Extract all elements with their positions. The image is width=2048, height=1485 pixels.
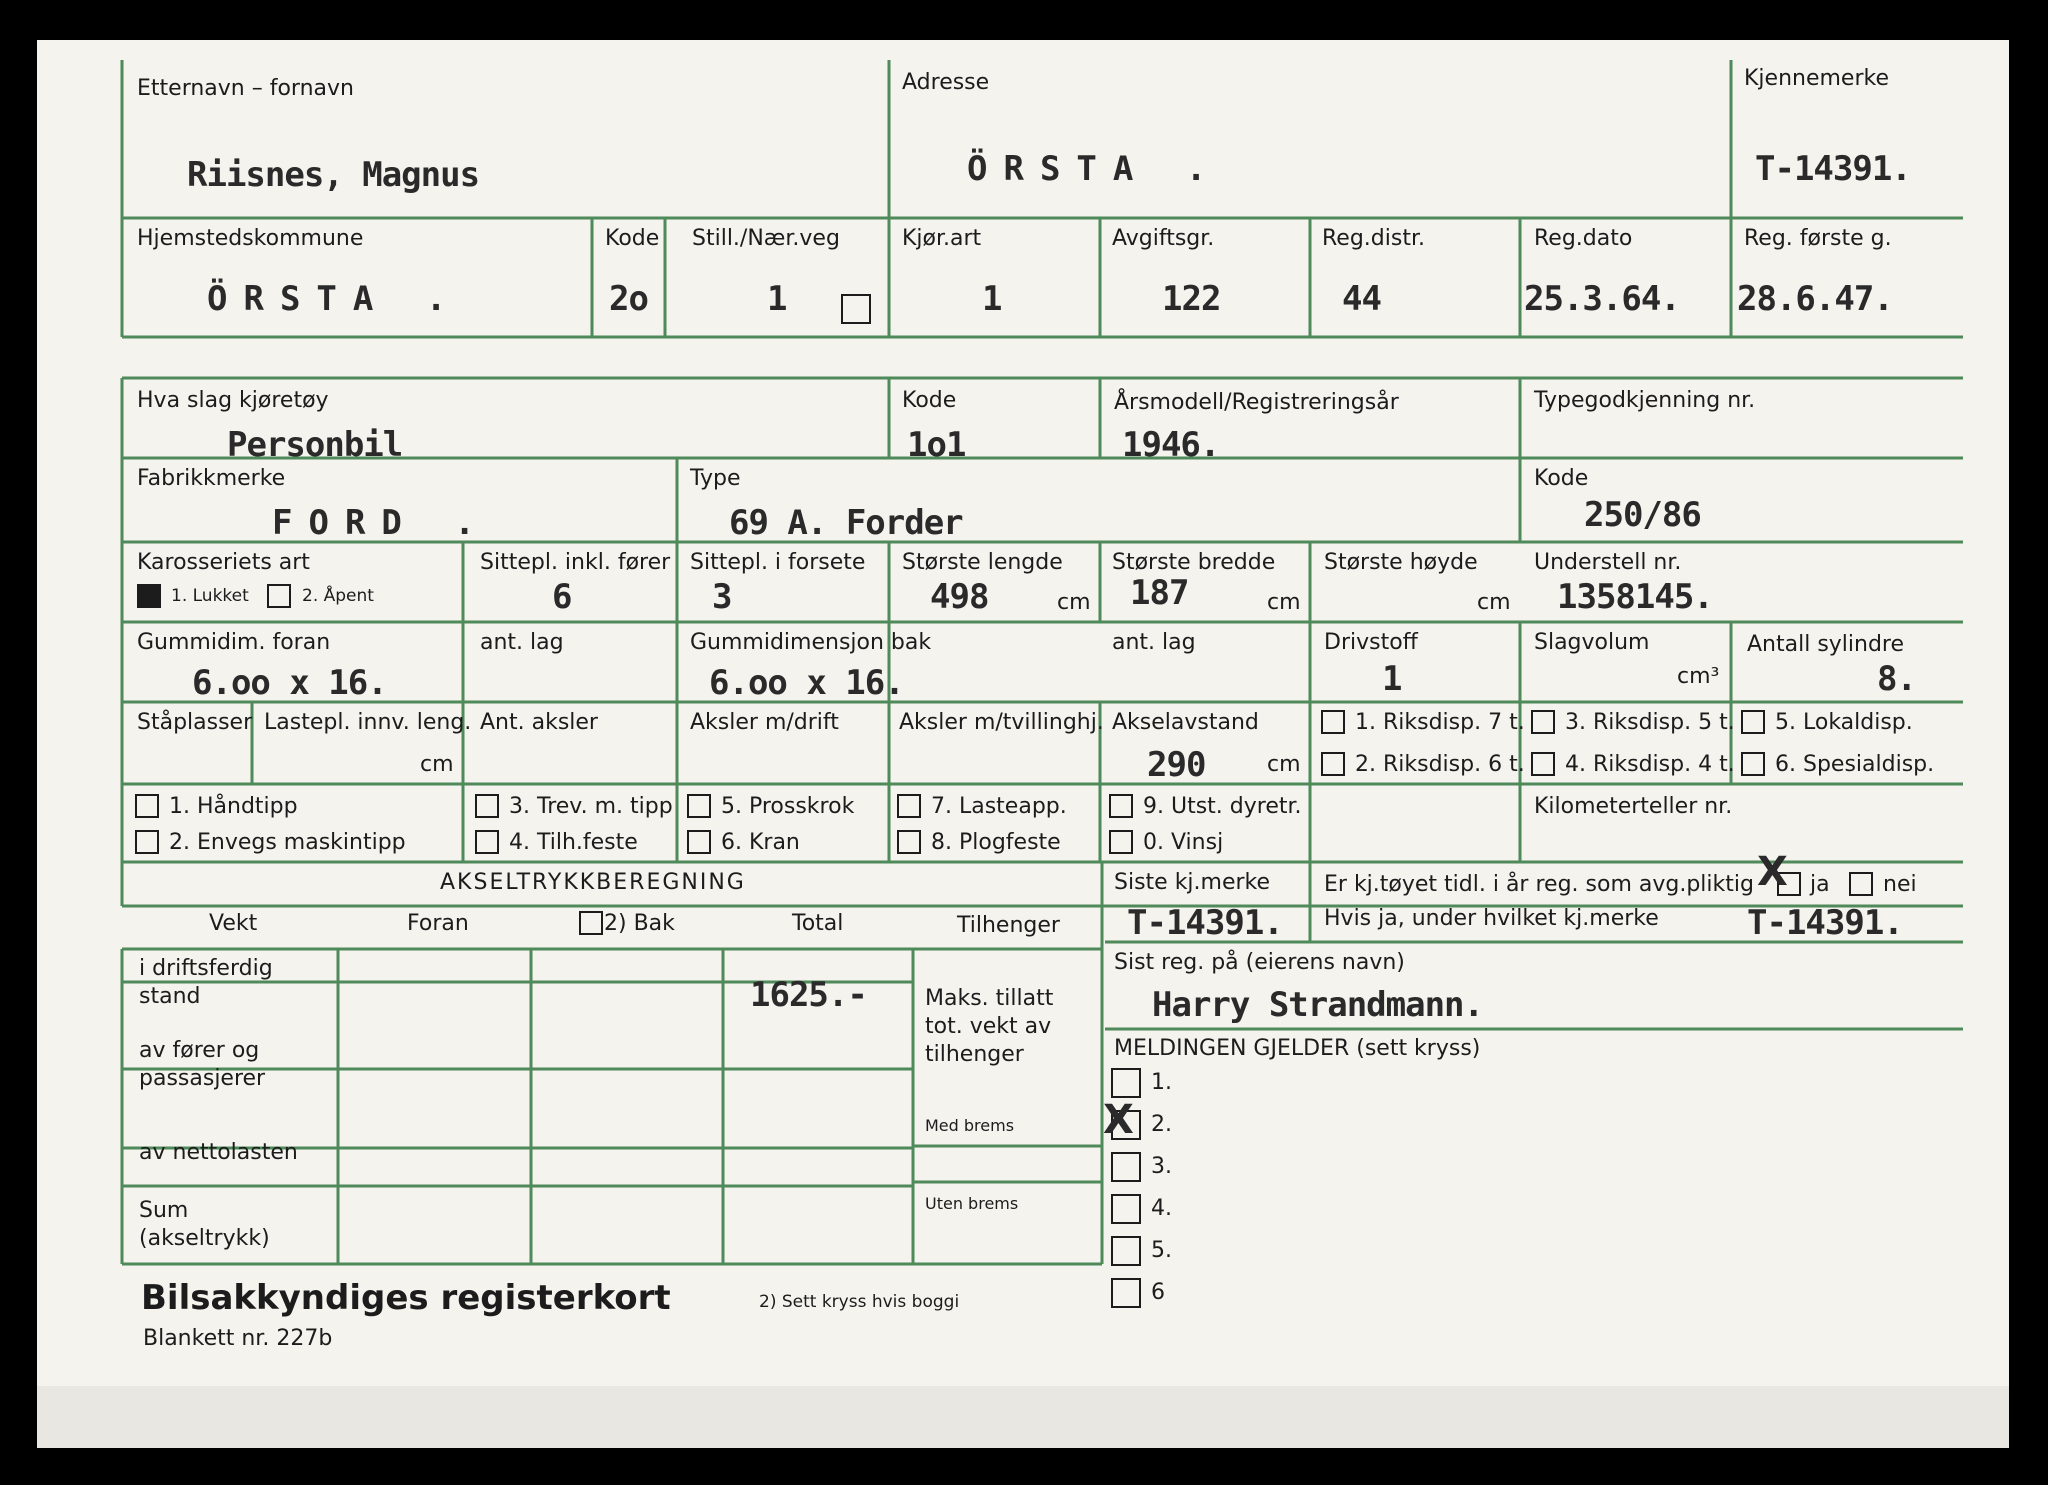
notice-5-checkbox[interactable] — [1111, 1236, 1141, 1266]
prev-reg-no-checkbox[interactable] — [1849, 872, 1873, 896]
equip-4-label: 4. Tilh.feste — [509, 830, 638, 855]
position-checkbox[interactable] — [841, 294, 871, 324]
axle-row4-a: Sum — [139, 1198, 189, 1223]
cargo-length-unit: cm — [420, 752, 454, 777]
owner-value: Harry Strandmann. — [1152, 985, 1483, 1025]
prev-reg-yes-label: ja — [1810, 872, 1830, 897]
riks-4-label: 4. Riksdisp. 4 t. — [1565, 752, 1735, 777]
reg-mark-label: Kjennemerke — [1744, 66, 1889, 91]
which-mark-label: Hvis ja, under hvilket kj.merke — [1324, 906, 1659, 931]
odometer-label: Kilometerteller nr. — [1534, 794, 1733, 819]
form-number: Blankett nr. 227b — [143, 1326, 333, 1351]
type-code-value: 250/86 — [1584, 495, 1701, 535]
notice-5-label: 5. — [1151, 1238, 1172, 1263]
body-closed-checkbox[interactable] — [137, 584, 161, 608]
trailer-label-b: tot. vekt av — [925, 1014, 1052, 1039]
equip-2-label: 2. Envegs maskintipp — [169, 830, 406, 855]
last-mark-value: T-14391. — [1127, 903, 1283, 943]
length-value: 498 — [930, 577, 989, 617]
name-label: Etternavn – fornavn — [137, 76, 354, 101]
notice-2-label: 2. — [1151, 1112, 1172, 1137]
cargo-length-label: Lastepl. innv. leng. — [264, 710, 472, 735]
type-approval-label: Typegodkjenning nr. — [1534, 388, 1756, 413]
equip-0-checkbox[interactable] — [1109, 830, 1133, 854]
cylinders-value: 8. — [1877, 659, 1916, 699]
reg-district-label: Reg.distr. — [1322, 226, 1425, 251]
equip-9-checkbox[interactable] — [1109, 794, 1133, 818]
fee-group-value: 122 — [1162, 279, 1221, 319]
displacement-label: Slagvolum — [1534, 630, 1650, 655]
code-label: Kode — [605, 226, 660, 251]
first-reg-value: 28.6.47. — [1737, 279, 1893, 319]
prev-reg-no-label: nei — [1883, 872, 1917, 897]
body-open-checkbox[interactable] — [267, 584, 291, 608]
height-label: Største høyde — [1324, 550, 1478, 575]
axle-row2-a: av fører og — [139, 1038, 260, 1063]
form-rules — [37, 40, 2009, 1448]
tire-rear-label: Gummidimensjon bak — [690, 630, 932, 655]
chassis-value: 1358145. — [1557, 577, 1713, 617]
name-value: Riisnes, Magnus — [187, 155, 480, 195]
riks-6-label: 6. Spesialdisp. — [1775, 752, 1935, 777]
body-closed-label: 1. Lukket — [171, 586, 249, 606]
ply-rear-label: ant. lag — [1112, 630, 1196, 655]
chassis-label: Understell nr. — [1534, 550, 1682, 575]
code-value: 2o — [609, 279, 648, 319]
type-label: Type — [690, 466, 741, 491]
notice-4-label: 4. — [1151, 1196, 1172, 1221]
with-brakes-label: Med brems — [925, 1116, 1015, 1135]
type-code-label: Kode — [1534, 466, 1589, 491]
wheelbase-unit: cm — [1267, 752, 1301, 777]
model-year-label: Årsmodell/Registreringsår — [1114, 390, 1399, 415]
equip-6-checkbox[interactable] — [687, 830, 711, 854]
make-value: FORD . — [272, 503, 491, 543]
height-unit: cm — [1477, 590, 1511, 615]
reg-date-value: 25.3.64. — [1524, 279, 1680, 319]
municipality-label: Hjemstedskommune — [137, 226, 364, 251]
twin-axles-label: Aksler m/tvillinghj. — [899, 710, 1104, 735]
card-bottom-strip — [37, 1386, 2009, 1448]
riks-1-checkbox[interactable] — [1321, 710, 1345, 734]
ply-front-label: ant. lag — [480, 630, 564, 655]
riks-3-label: 3. Riksdisp. 5 t. — [1565, 710, 1735, 735]
address-label: Adresse — [902, 70, 990, 95]
axle-col-total: Total — [792, 911, 844, 936]
axle-col-front: Foran — [407, 911, 469, 936]
make-label: Fabrikkmerke — [137, 466, 286, 491]
axle-col-trailer: Tilhenger — [957, 913, 1060, 938]
axle-bogie-checkbox[interactable] — [579, 911, 603, 935]
equip-2-checkbox[interactable] — [135, 830, 159, 854]
notice-6-checkbox[interactable] — [1111, 1278, 1141, 1308]
vehicle-code-label: Kode — [902, 388, 957, 413]
position-label: Still./Nær.veg — [692, 226, 840, 251]
equip-8-checkbox[interactable] — [897, 830, 921, 854]
riks-3-checkbox[interactable] — [1531, 710, 1555, 734]
notice-1-checkbox[interactable] — [1111, 1068, 1141, 1098]
notice-3-checkbox[interactable] — [1111, 1152, 1141, 1182]
card-title: Bilsakkyndiges registerkort — [141, 1278, 671, 1318]
length-unit: cm — [1057, 590, 1091, 615]
notice-3-label: 3. — [1151, 1154, 1172, 1179]
axle-row1-b: stand — [139, 984, 201, 1009]
tire-front-label: Gummidim. foran — [137, 630, 331, 655]
seats-value: 6 — [552, 577, 572, 617]
seats-label: Sittepl. inkl. fører — [480, 550, 671, 575]
fuel-label: Drivstoff — [1324, 630, 1418, 655]
last-mark-label: Siste kj.merke — [1114, 870, 1271, 895]
type-value: 69 A. Forder — [729, 503, 963, 543]
riks-4-checkbox[interactable] — [1531, 752, 1555, 776]
trailer-label-c: tilhenger — [925, 1042, 1024, 1067]
equip-0-label: 0. Vinsj — [1143, 830, 1224, 855]
standing-label: Ståplasser — [137, 710, 253, 735]
riks-2-label: 2. Riksdisp. 6 t. — [1355, 752, 1525, 777]
notice-6-label: 6 — [1151, 1280, 1165, 1305]
wheelbase-label: Akselavstand — [1112, 710, 1259, 735]
equip-1-checkbox[interactable] — [135, 794, 159, 818]
owner-label: Sist reg. på (eierens navn) — [1114, 950, 1405, 975]
width-label: Største bredde — [1112, 550, 1276, 575]
vehicle-code-value: 1o1 — [907, 425, 966, 465]
axle-col-weight: Vekt — [209, 911, 258, 936]
tire-front-value: 6.oo x 16. — [192, 663, 387, 703]
vehicle-kind-label: Hva slag kjøretøy — [137, 388, 329, 413]
equip-5-checkbox[interactable] — [687, 794, 711, 818]
equip-9-label: 9. Utst. dyretr. — [1143, 794, 1302, 819]
axle-row2-b: passasjerer — [139, 1066, 266, 1091]
fee-group-label: Avgiftsgr. — [1112, 226, 1215, 251]
cylinders-label: Antall sylindre — [1747, 632, 1905, 657]
first-reg-label: Reg. første g. — [1744, 226, 1892, 251]
municipality-value: ÖRSTA . — [207, 279, 463, 319]
riks-5-checkbox[interactable] — [1741, 710, 1765, 734]
position-value: 1 — [767, 279, 787, 319]
riks-2-checkbox[interactable] — [1321, 752, 1345, 776]
footnote: 2) Sett kryss hvis boggi — [759, 1292, 960, 1312]
equip-8-label: 8. Plogfeste — [931, 830, 1061, 855]
axles-label: Ant. aksler — [480, 710, 598, 735]
equip-3-checkbox[interactable] — [475, 794, 499, 818]
equip-7-label: 7. Lasteapp. — [931, 794, 1067, 819]
riks-6-checkbox[interactable] — [1741, 752, 1765, 776]
notice-2-mark: X — [1103, 1097, 1134, 1143]
width-unit: cm — [1267, 590, 1301, 615]
vehicle-kind-value: Personbil — [227, 425, 403, 465]
front-seats-label: Sittepl. i forsete — [690, 550, 866, 575]
reg-mark-value: T-14391. — [1755, 149, 1911, 189]
axle-col-rear: 2) Bak — [604, 911, 675, 936]
fuel-value: 1 — [1382, 659, 1402, 699]
equip-3-label: 3. Trev. m. tipp — [509, 794, 673, 819]
reg-date-label: Reg.dato — [1534, 226, 1633, 251]
axle-row4-b: (akseltrykk) — [139, 1226, 270, 1251]
riks-5-label: 5. Lokaldisp. — [1775, 710, 1913, 735]
reg-district-value: 44 — [1342, 279, 1381, 319]
wheelbase-value: 290 — [1147, 745, 1206, 785]
riks-1-label: 1. Riksdisp. 7 t. — [1355, 710, 1525, 735]
equip-7-checkbox[interactable] — [897, 794, 921, 818]
which-mark-value: T-14391. — [1747, 903, 1903, 943]
equip-1-label: 1. Håndtipp — [169, 794, 298, 819]
notice-1-label: 1. — [1151, 1070, 1172, 1095]
equip-4-checkbox[interactable] — [475, 830, 499, 854]
axle-row3: av nettolasten — [139, 1140, 298, 1165]
notice-4-checkbox[interactable] — [1111, 1194, 1141, 1224]
width-value: 187 — [1130, 573, 1189, 613]
axle-row1-a: i driftsferdig — [139, 956, 273, 981]
equip-5-label: 5. Prosskrok — [721, 794, 855, 819]
model-year-value: 1946. — [1122, 425, 1220, 465]
address-value: ÖRSTA . — [967, 149, 1223, 189]
without-brakes-label: Uten brems — [925, 1194, 1019, 1213]
prev-reg-label: Er kj.tøyet tidl. i år reg. som avg.pliktig — [1324, 872, 1754, 897]
registration-card — [37, 40, 2009, 1448]
axle-row1-total: 1625.- — [750, 975, 867, 1015]
axle-title: AKSELTRYKKBEREGNING — [440, 870, 746, 895]
front-seats-value: 3 — [712, 577, 732, 617]
tire-rear-value: 6.oo x 16. — [709, 663, 904, 703]
trailer-label-a: Maks. tillatt — [925, 986, 1054, 1011]
displacement-unit: cm³ — [1677, 664, 1720, 689]
length-label: Største lengde — [902, 550, 1063, 575]
notice-label: MELDINGEN GJELDER (sett kryss) — [1114, 1036, 1481, 1061]
driven-axles-label: Aksler m/drift — [690, 710, 839, 735]
body-label: Karosseriets art — [137, 550, 310, 575]
equip-6-label: 6. Kran — [721, 830, 800, 855]
body-open-label: 2. Åpent — [302, 586, 374, 606]
drive-type-value: 1 — [982, 279, 1002, 319]
prev-reg-yes-mark: X — [1757, 849, 1788, 895]
drive-type-label: Kjør.art — [902, 226, 982, 251]
